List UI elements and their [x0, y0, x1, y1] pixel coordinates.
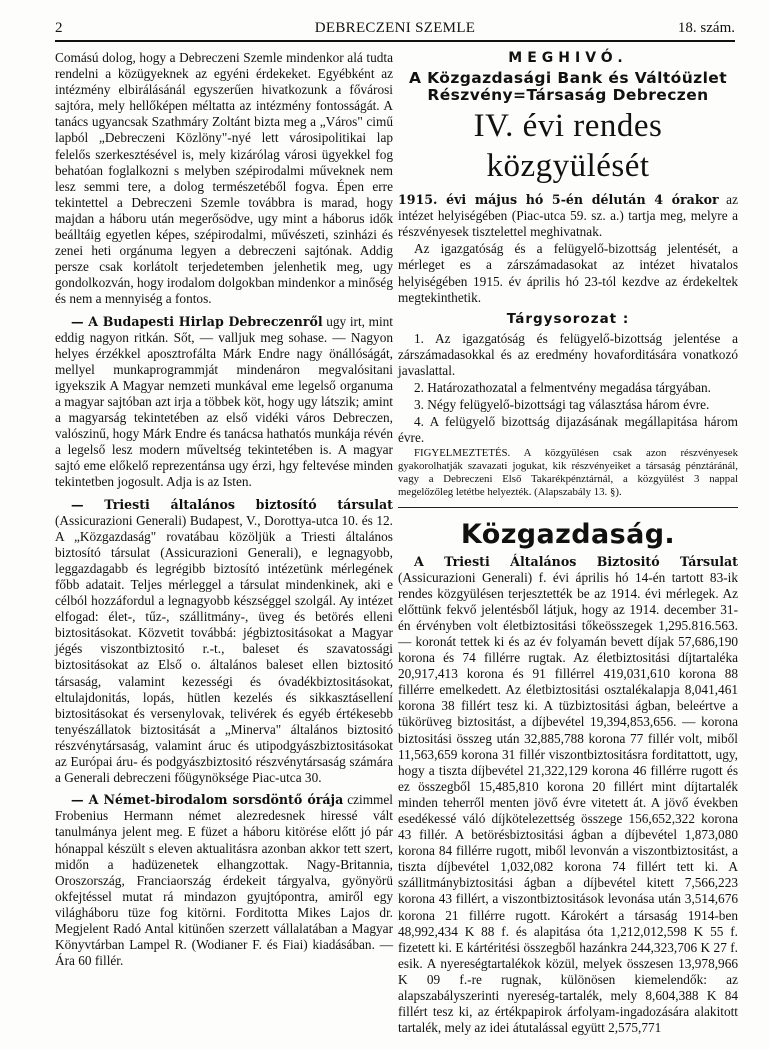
invitation-heading: MEGHIVÓ. [508, 50, 628, 66]
right-column [398, 50, 738, 1036]
article-body: ugy irt, mint eddig nagyon ritkán. Sőt, — valljuk meg sohase. — Nagyon helyes érzékkel aposztrofálta Márk Endre nagy önállóságát, mellyel munkaprogrammját mindenáron megvalósitani igyekszik A Magyar nemzeti munkával eme legelső organuma a magyar sajtóban azt irja a többek köt, hogy ugy látszik; amint a magyarság tekintetében az első vidéki város Debreczen, valószinű, hogy Márk Endre és tanácsa hathatós munkája révén a legelső lesz modern műveltség tekintetében is. A magyar sajtó eme előkelő reprezentánsa ugy érzi, hgy feltevése minden tekintetben jogosult. Adja is az Isten. [55, 313, 393, 490]
page-header [55, 18, 735, 42]
article-lead: — A Budapesti Hirlap Debreczenről [71, 313, 323, 329]
left-column [55, 50, 393, 969]
agenda-item: 2. Határozathozatal a felmentvény megadása tárgyában. [414, 380, 711, 396]
invitation-inspection: Az igazgatóság és a felügyelő-bizottság jelentését, a mérleget es a zárszámadasokat az intézet hivatalos helyiségében 1915. év április hó 23-tól kezdve az érdekeltek megtekinthetik. [398, 241, 738, 305]
agenda-item: 3. Négy felügyelő-bizottsági tag választása három évre. [414, 397, 710, 413]
journal-title: DEBRECZENI SZEMLE [314, 20, 476, 36]
article-lead: A Triesti Általános Biztositó Társulat [414, 553, 738, 569]
invitation-text [398, 192, 738, 240]
article-triesti-report [398, 554, 738, 1037]
article-body: (Assicurazioni Generali) f. évi április hó 14-én tartott 83-ik rendes közgyülésen terjesztették be az 1914. évi mérlegek. Az előttünk fekvő jelentésből látjuk, hogy az 1914. december 31-én érvényben volt életbiztositási tőkeösszegek 1,295.816.563. — koronát tettek ki és az év folyamán bevett díjak 57,686,190 korona és 74 fillérre rugtak. Az életbiztositási díjtartaléka 20,917,413 korona és 91 fillérrel 419,031,610 korona 88 fillérre emelkedett. Az életbiztositási osztalékalapja 8,041,461 korona 38 fillért tesz ki. A tüzbiztositási ágban, beleértve a tükörüveg biztositást, a díjbevétel 19,394,853,656. — korona biztositási összeg után 32,885,788 korona 77 fillér volt, miből 11,563,659 korona 31 fillér viszontbiztositásra forditattott, ugy, hogy a tiszta díjbevétel 21,322,129 korona 46 fillérre rugott és ez összegből 15,485,810 korona 20 fillért mint díjtartalék minden teherről menten jövő évre vitetett át. A jövő években esedékessé váló díjkötelezettség összege 156,652,322 korona 43 fillér. A betörésbiztositási ágban a díjbevétel 1,873,080 korona 84 fillérre rugott, miből levonván a viszontbiztositást, a tiszta díjbevétel 1,032,082 korona 74 fillért tett ki. A szállitmánybiztositási ágban a díjbevétel kitett 7,566,223 korona 43 fillért, a viszontbiztositások levonása után 3,514,676 korona 21 fillérre rugott. Károkért a társaság 1914-ben 48,992,434 K 88 f. és alapitása óta 1,212,012,598 K 55 f. fizetett ki. E kártéritési összegből hazánkra 244,323,706 K 27 f. esik. A nyereségtartalékok közül, melyek összesen 13,978,966 K 09 f.-re rugnak, különösen kiemelendők: az alapszabályszerinti nyereség-tartalék, mely 8,604,388 K 84 fillért tesz ki, az értékpapirok árfolyam-ingadozására alakitott tartalék, mely az idei átutalással együtt 2,575,771 [398, 569, 738, 1036]
agenda-item: 4. A felügyelő bizottság dijazásának megállapitása három évre. [398, 414, 738, 446]
article-body: (Assicurazioni Generali) Budapest, V., Dorottya-utca 10. és 12. A „Közgazdaság" rovatábau közöljük a Triesti általános biztosító társulat (Assicurazioni Generali), e legnagyobb, leggazdagabb és legrégibb biztosító intézetünk mérlegének főbb adatait. Teljes mérleggel a társulat mindenkinek, aki e célból hozzáfordul a legnagyobb készséggel szolgál. Ay intézet elfogad: élet-, tűz-, szállitmány-, üveg és betörés elleni biztositásokat. Közvetit továbbá: jégbiztositásokat a Magyar jégés viszontbiztositó r.-t., baleset és szavatossági biztositásokat az Első o. általános baleset ellen biztositó társaság, valamint kezességi és óvadékbiztositásokat, eltulajdonitás, lopás, hütlen kezelés és sikkasztásellení biztositásokat és versenylovak, telivérek és egyéb értékesebb tenyészállatok biztositását a „Minerva" általános biztositó részvénytársaság, valamint áruc és utipodgyászbiztositásokat az Európai áru- és podgyászbiztositó részvénytársaság számára a Generali debreczeni főügynöksége Piac-utca 30. [55, 512, 393, 786]
agenda-list [398, 331, 738, 447]
agenda-title: Tárgysorozat : [506, 310, 630, 327]
article-budapesti-hirlap [55, 314, 393, 491]
article-body: czimmel Frobenius Hermann német alezredesnek hiressé vált tanulmánya jelent meg. E füzet a háboru kitörése előtt jó pár hónappal készült s eleven aktualitásra azonban akkor tett szert, midőn a hadüzenetek elhangzottak. Nagy-Britannia, Oroszország, Franciaország érdekeit tárgyalva, gyönyörü okfejtéssel mutat rá mindazon gyujtópontra, amiről egy világháboru tüze fog kitörni. Forditotta Mikes Lajos dr. Megjelent Radó Antal kitünően szerzett vállalatában a Magyar Könyvtárban Lampel R. (Wodianer F. és Fiai) kiadásában. — Ára 60 fillér. [55, 792, 393, 969]
bank-name: A Közgazdasági Bank és Váltóüzlet Részvény=Társaság Debreczen [408, 69, 728, 105]
article-triesti [55, 497, 393, 787]
article-continuation: Comású dolog, hogy a Debreczeni Szemle mindenkor alá tudta rendelni a közügyeknek az egyéni érdekeket. Egyébként az intézmény elbirálásánál egyszerűen hivatkozunk a fővárosi sajtóra, mely hellőképen méltatta az intézmény fontosságát. A tanács ugyancsak Szathmáry Zoltánt bizta meg a „Város" cimű lapból „Debreczeni Közlöny"-nyé lett városipolitikai lap felelős szerkesztésével is, mely kizárólag városi ügyekkel fog behatóan foglalkozni s melyben szépirodalmi műveknek nem lesz semmi tere, a dolog természetéből fogva. Épen erre tekintettel a Debreczeni Szemle továbbra is marad, hogy majdan a háboru után megerősödve, ugy mint a háborus idők beálltáig egyetlen képes, szépirodalmi, művészeti, szinházi és zenei heti orgánuma legyen a debreczeni sajtónak. Addig persze csak korlátolt terjedetemben jelenhetik meg, ugy gondolkozván, hogy irodalom dolgokban mindenkor a minőség és nem a mennyiség a fontos. [55, 50, 393, 307]
article-lead: — Triesti általános biztosító társulat [71, 496, 393, 512]
article-nemet-birodalom [55, 792, 393, 969]
meeting-date: 1915. évi május hó 5-én délután 4 órakor [398, 192, 719, 208]
invitation-body: az intézet helyiségében (Piac-utca 59. sz. a.) tartja meg, melyre a részvényesek tisztelettel meghivatnak. [398, 192, 738, 240]
warning-note: FIGYELMEZTETÉS. A közgyülésen csak azon részvényesek gyakorolhatják szavazati jogukat, kik részvényeiket a társaság pénztáránál, vagy a Debreczeni Első Takarékpénztárnál, a közgyülést 3 nappal megelőzőleg letétbe helyezték. (Alapszabály 13. §). [398, 446, 738, 498]
issue-number: 18. szám. [677, 20, 735, 36]
agenda-item: 1. Az igazgatóság és felügyelő-bizottság jelentése a zárszámadasokkal és az eredmény hovaforditására vonatkozó javaslattal. [398, 330, 738, 379]
page-number: 2 [55, 20, 63, 36]
section-divider [398, 507, 738, 508]
article-lead: — A Német-birodalom sorsdöntő órája [71, 792, 344, 808]
meeting-title: IV. évi rendes közgyülését [473, 108, 663, 185]
section-title: Közgazdaság. [460, 518, 676, 550]
